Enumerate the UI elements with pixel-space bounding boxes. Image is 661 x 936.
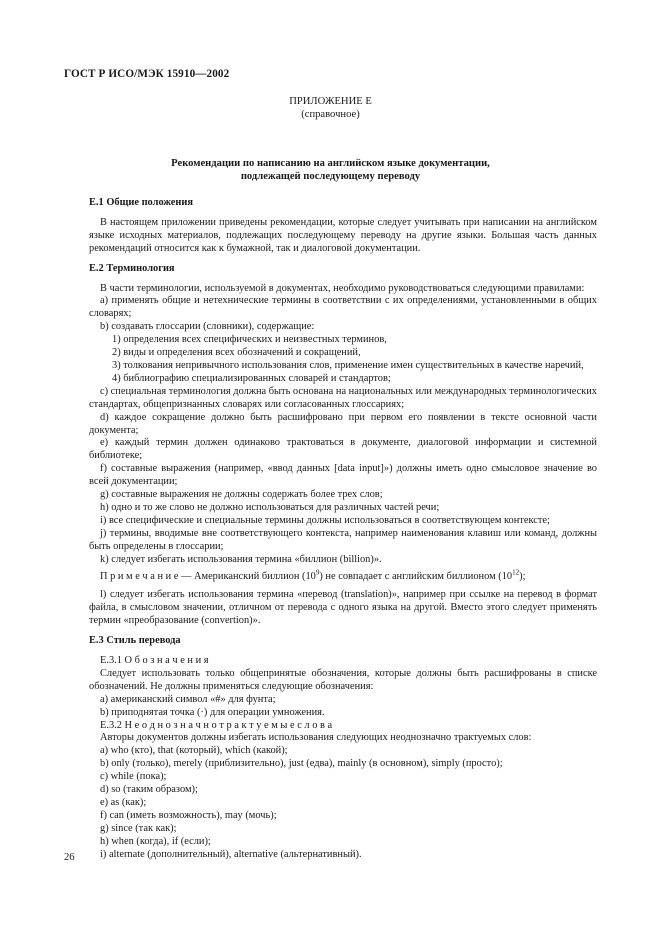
appendix-subtitle: (справочное) bbox=[301, 108, 360, 120]
page-number: 26 bbox=[64, 852, 75, 863]
document-title bbox=[0, 157, 661, 183]
subsection-heading-e31: Е.3.1 О б о з н а ч е н и я bbox=[100, 655, 209, 666]
list-item-l: l) следует избегать использования термина «перевод (translation)», например при ссылке на перевод в формат файла, в смысловом значении, отличном от перевода с одного языка на другой. Вместо этого следует применять термин «преобразование (convertion)». bbox=[89, 589, 597, 627]
note-label: П р и м е ч а н и е bbox=[100, 571, 179, 583]
sublist-item-4: 4) библиографию специализированных словарей и стандартов; bbox=[112, 372, 391, 384]
list-item-b: b) создавать глоссарии (словники), содержащие: bbox=[100, 321, 315, 333]
list-item-k: k) следует избегать использования термина «биллион (billion)». bbox=[100, 553, 382, 565]
subsection-e31-text: Следует использовать только общепринятые обозначения, которые должны быть расшифрованы в списке обозначений. Не должны применяться следующие обозначения: bbox=[89, 667, 597, 692]
list-item-e: е) каждый термин должен одинаково трактоваться в документе, диалоговой информации и системной библиотеке; bbox=[89, 437, 597, 462]
sublist-item-2: 2) виды и определения всех обозначений и сокращений, bbox=[112, 347, 361, 359]
ambiguous-word-item: е) as (как); bbox=[100, 796, 147, 808]
ambiguous-word-item: i) alternate (дополнительный), alternative (альтернативный). bbox=[100, 848, 362, 860]
document-title-line-1: Рекомендации по написанию на английском языке документации, bbox=[171, 158, 490, 169]
ambiguous-word-item: а) who (кто), that (который), which (какой); bbox=[100, 745, 288, 757]
subsection-e32-text: Авторы документов должны избегать использования следующих неоднозначно трактуемых слов: bbox=[100, 732, 532, 744]
ambiguous-word-item: b) only (только), merely (приблизительно), just (едва), mainly (в основном), simply (просто); bbox=[100, 758, 503, 770]
list-item-j: j) термины, вводимые вне соответствующего контекста, например наименования клавиш или команд, должны быть определены в глоссарии; bbox=[89, 527, 597, 552]
ambiguous-word-item: g) since (так как); bbox=[100, 822, 177, 834]
ambiguous-word-item: d) so (таким образом); bbox=[100, 784, 198, 796]
section-heading-e2: Е.2 Терминология bbox=[89, 262, 175, 274]
section-e2-intro: В части терминологии, используемой в документах, необходимо руководствоваться следующими правилами: bbox=[100, 282, 585, 294]
appendix-heading bbox=[0, 96, 661, 121]
list-item-h: h) одно и то же слово не должно использоваться для различных частей речи; bbox=[100, 501, 440, 513]
note-paragraph bbox=[89, 571, 597, 584]
subsection-e31-item-b: b) приподнятая точка (·) для операции умножения. bbox=[100, 706, 325, 718]
list-item-f: f) составные выражения (например, «ввод данных [data input]») должны иметь одно смысловое значение во всей документации; bbox=[89, 463, 597, 488]
list-item-g: g) составные выражения не должны содержать более трех слов; bbox=[100, 489, 383, 501]
subsection-e31-item-a: а) американский символ «#» для фунта; bbox=[100, 693, 276, 705]
note-text-1: — Американский биллион (10 bbox=[178, 571, 316, 583]
note-text-3: ); bbox=[519, 571, 526, 583]
note-exponent-1: 9 bbox=[315, 569, 320, 577]
list-item-a: а) применять общие и нетехнические термины в соответствии с их определениями, установленными в общих словарях; bbox=[89, 295, 597, 320]
document-code: ГОСТ Р ИСО/МЭК 15910—2002 bbox=[64, 68, 230, 80]
list-item-c: с) специальная терминология должна быть основана на национальных или международных терминологических стандартах, общепризнанных словарях или согласованных глоссариях; bbox=[89, 385, 597, 410]
list-item-i: i) все специфические и специальные термины должны использоваться в соответствующем контексте; bbox=[100, 514, 550, 526]
ambiguous-word-item: с) while (пока); bbox=[100, 771, 167, 783]
section-heading-e3: Е.3 Стиль перевода bbox=[89, 635, 181, 647]
ambiguous-word-item: f) can (иметь возможность), may (мочь); bbox=[100, 809, 277, 821]
note-text-2: ) не совпадает с английским биллионом (10 bbox=[319, 571, 513, 583]
list-item-d: d) каждое сокращение должно быть расшифровано при первом его появлении в тексте основной части документа; bbox=[89, 411, 597, 436]
section-heading-e1: Е.1 Общие положения bbox=[89, 197, 193, 208]
ambiguous-word-item: h) when (когда), if (если); bbox=[100, 835, 211, 847]
note-exponent-2: 12 bbox=[512, 569, 520, 577]
subsection-heading-e32: Е.3.2 Н е о д н о з н а ч н о т р а к т у е м ы е с л о в а bbox=[100, 719, 333, 731]
sublist-item-3: 3) толкования непривычного использования слов, применение имен существительных в качестве наречий, bbox=[112, 359, 584, 371]
document-title-line-2: подлежащей последующему переводу bbox=[240, 171, 421, 182]
appendix-title: ПРИЛОЖЕНИЕ Е bbox=[289, 96, 372, 107]
section-e1-paragraph: В настоящем приложении приведены рекомендации, которые следует учитывать при написании на английском языке исходных материалов, подлежащих последующему переводу на другие языки. Большая часть данных рекомендаций относится как к бумажной, так и диалоговой документации. bbox=[89, 216, 597, 254]
document-body bbox=[89, 197, 597, 862]
sublist-item-1: 1) определения всех специфических и неизвестных терминов, bbox=[112, 334, 387, 346]
